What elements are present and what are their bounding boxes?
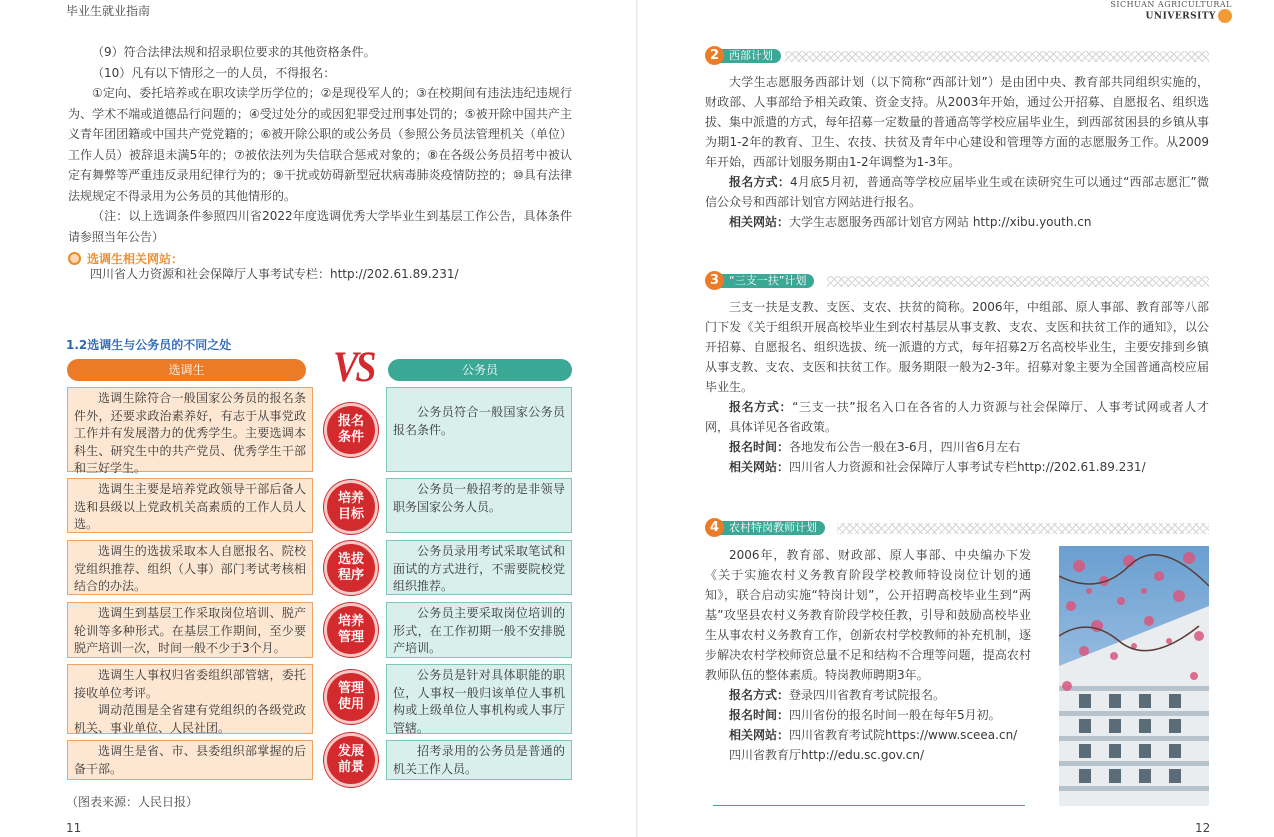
row-1-right: 公务员符合一般国家公务员报名条件。 bbox=[386, 387, 572, 472]
exclusion-list: ①定向、委托培养或在职攻读学历学位的；②是现役军人的；③在校期间有违法违纪违规行为、学术不端或道德品行问题的；④受过处分的或因犯罪受过刑事处罚的；⑤被开除中国共产主义青年团团籍或中国共产党党籍的；⑥被开除公职的或公务员（参照公务员法管理机关（单位）工作人员）被辞退未满5年的；⑦被依法列为失信联合惩戒对象的；⑧在各级公务员招考中被认定有舞弊等严重违反录用纪律行为的；⑨干扰或妨碍新型冠状病毒肺炎疫情防控的；⑩具有法律法规规定不得录用为公务员的其他情形的。 bbox=[68, 86, 572, 203]
section-2-body: 大学生志愿服务西部计划（以下简称“西部计划”）是由团中央、教育部共同组织实施的，财政部、人事部给予相关政策、资金支持。从2003年开始，通过公开招募、自愿报名、组织选拔、集中派遣的方式，每年招募一定数量的普通高等学校应届毕业生，到西部贫困县的乡镇从事为期1-2年的教育、卫生、农技、扶贫及青年中心建设和管理等方面的志愿服务工作。从2009年开始，西部计划服务期由1-2年调整为1-3年。 报名方式：4月底5月初，普通高等学校应届毕业生或在读研究生可以通过“西部志愿汇”微信公众号和西部计划官方网站进行报名。 相关网站：大学生志愿服务西部计划官方网站 http://xibu.youth.cn bbox=[705, 75, 1210, 229]
row-2-right: 公务员一般招考的是非领导职务国家公务人员。 bbox=[386, 478, 572, 533]
header-university: SICHUAN AGRICULTURAL UNIVERSITY bbox=[1110, 0, 1232, 22]
comparison-title: 1.2选调生与公务员的不同之处 bbox=[66, 338, 232, 352]
section-4-title: 农村特岗教师计划 bbox=[717, 521, 825, 535]
web-icon bbox=[68, 252, 81, 265]
header-title: 毕业生就业指南 bbox=[66, 4, 151, 18]
row-6-badge: 发展前景 bbox=[324, 733, 378, 787]
section-4-body: 2006年，教育部、财政部、原人事部、中央编办下发《关于实施农村义务教育阶段学校教师特设岗位计划的通知》，联合启动实施“特岗计划”，公开招聘高校毕业生到“两基”攻坚县农村义务教育阶段学校任教，引导和鼓励高校毕业生从事农村义务教育工作，创新农村学校教师的补充机制，逐步解决农村学校师资总量不足和结构不合理等问题，提高农村教师队伍的整体素质。特岗教师聘期3年。 报名方式：登录四川省教育考试院报名。 报名时间：四川省份的报名时间一般在每年5月初。 相关网站：四川省教育考试院https://www.sceea.cn/ 四川省教育厅http://edu.sc.gov.cn/ bbox=[705, 545, 1031, 765]
section-3-head bbox=[705, 273, 1209, 289]
section-3-body: 三支一扶是支教、支医、支农、扶贫的简称。2006年，中组部、原人事部、教育部等八部门下发《关于组织开展高校毕业生到农村基层从事支教、支农、支医和扶贫工作的通知》，以公开招募、自愿报名、组织选拔、统一派遣的方式，每年招募2万名高校毕业生，主要安排到乡镇从事支教、支农、支医和扶贫工作。服务期限一般为2-3年。招募对象主要为全国普通高校应届毕业生。 报名方式：“三支一扶”报名入口在各省的人力资源与社会保障厅、人事考试网或者人才网，具体详见各省政策。 报名时间：各地发布公告一般在3-6月，四川省6月左右 相关网站：四川省人力资源和社会保障厅人事考试专栏http://202.61.89.231/ bbox=[705, 300, 1209, 474]
note: （注：以上选调条件参照四川省2022年度选调优秀大学毕业生到基层工作公告，具体条件请参照当年公告） bbox=[68, 209, 572, 244]
row-4-right: 公务员主要采取岗位培训的形式，在工作初期一般不安排脱产培训。 bbox=[386, 602, 572, 658]
row-3-badge: 选拔程序 bbox=[324, 541, 378, 595]
row-2-left: 选调生主要是培养党政领导干部后备人选和县级以上党政机关高素质的工作人员人选。 bbox=[67, 478, 313, 533]
row-2-badge: 培养目标 bbox=[324, 480, 378, 534]
row-1-badge: 报名条件 bbox=[324, 403, 378, 457]
section-3-number: 3 bbox=[705, 271, 724, 290]
pattern-decoration bbox=[837, 523, 1209, 534]
section-2-title: 西部计划 bbox=[717, 49, 781, 63]
campus-photo bbox=[1059, 546, 1209, 806]
sites-link[interactable]: 四川省人力资源和社会保障厅人事考试专栏：http://202.61.89.231/ bbox=[90, 267, 459, 281]
section-3-title: “三支一扶”计划 bbox=[717, 274, 814, 288]
row-6-right: 招考录用的公务员是普通的机关工作人员。 bbox=[386, 740, 572, 780]
row-3-left: 选调生的选拔采取本人自愿报名、院校党组织推荐、组织（人事）部门考试考核相结合的办法。 bbox=[67, 540, 313, 595]
xibu-link[interactable]: 大学生志愿服务西部计划官方网站 http://xibu.youth.cn bbox=[789, 215, 1092, 229]
sceea-link[interactable]: 四川省教育考试院https://www.sceea.cn/ bbox=[789, 728, 1018, 742]
divider-line bbox=[713, 805, 1025, 806]
eligibility-text bbox=[68, 42, 572, 247]
item-10: （10）凡有以下情形之一的人员，不得报名： bbox=[92, 65, 336, 80]
row-4-badge: 培养管理 bbox=[324, 603, 378, 657]
chart-source: （图表来源：人民日报） bbox=[66, 795, 199, 809]
edu-link[interactable]: 四川省教育厅http://edu.sc.gov.cn/ bbox=[729, 748, 925, 762]
university-logo-icon bbox=[1218, 9, 1232, 23]
sites-title: 选调生相关网站： bbox=[68, 250, 183, 267]
page-number-right: 12 bbox=[1195, 821, 1211, 835]
vs-label: VS bbox=[333, 342, 374, 392]
building-blossom-icon bbox=[1059, 546, 1209, 806]
row-1-left: 选调生除符合一般国家公务员的报名条件外，还要求政治素养好，有志于从事党政工作并有发展潜力的优秀学生。主要选调本科生、研究生中的共产党员、优秀学生干部和三好学生。 bbox=[67, 387, 313, 472]
row-6-left: 选调生是省、市、县委组织部掌握的后备干部。 bbox=[67, 740, 313, 780]
page-number-left: 11 bbox=[66, 821, 82, 835]
section-2-head bbox=[705, 48, 1209, 64]
row-5-badge: 管理使用 bbox=[324, 670, 378, 724]
section-2-number: 2 bbox=[705, 46, 724, 65]
column-head-xuandiaosheng: 选调生 bbox=[67, 359, 306, 381]
sanzhi-link[interactable]: 四川省人力资源和社会保障厅人事考试专栏http://202.61.89.231/ bbox=[789, 460, 1146, 474]
row-4-left: 选调生到基层工作采取岗位培训、脱产轮训等多种形式。在基层工作期间，至少要脱产培训一次，时间一般不少于3个月。 bbox=[67, 602, 313, 658]
section-4-number: 4 bbox=[705, 518, 724, 537]
section-4-head bbox=[705, 520, 1209, 536]
row-5-right: 公务员是针对具体职能的职位，人事权一般归该单位人事机构或上级单位人事机构或人事厅管辖。 bbox=[386, 664, 572, 734]
row-5-left: 选调生人事权归省委组织部管辖，委托接收单位考评。 调动范围是全省建有党组织的各级党政机关、事业单位、人民社团。 bbox=[67, 664, 313, 734]
row-3-right: 公务员录用考试采取笔试和面试的方式进行，不需要院校党组织推荐。 bbox=[386, 540, 572, 595]
pattern-decoration bbox=[827, 276, 1209, 287]
column-head-gongwuyuan: 公务员 bbox=[388, 359, 572, 381]
pattern-decoration bbox=[785, 51, 1209, 62]
item-9: （9）符合法律法规和招录职位要求的其他资格条件。 bbox=[92, 45, 376, 59]
